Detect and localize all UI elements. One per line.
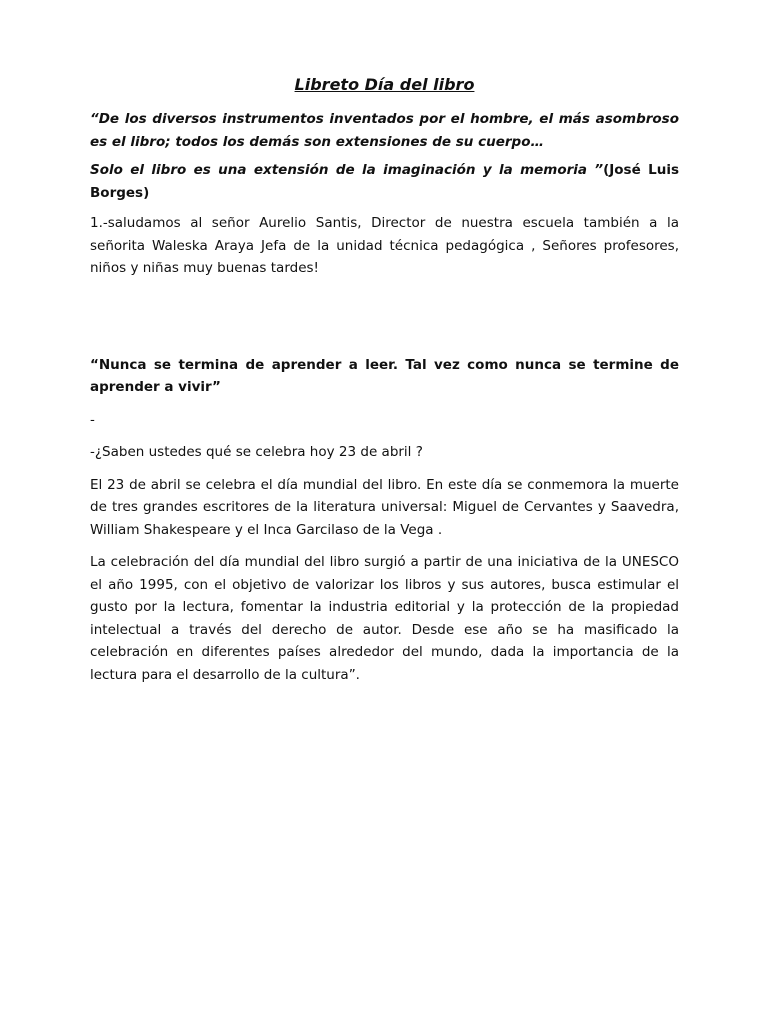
borges-quote-text: Solo el libro es una extensión de la imaginación y la memoria ” [90,162,604,178]
document-page [90,72,679,696]
borges-quote-part2 [90,159,679,204]
blank-space [90,280,679,354]
question-line: -¿Saben ustedes qué se celebra hoy 23 de abril ? [90,444,423,460]
borges-quote-part1: “De los diversos instrumentos inventados por el hombre, el más asombroso es el libro; todos los demás son extensiones de su cuerpo… [90,111,679,150]
nunca-quote: “Nunca se termina de aprender a leer. Tal vez como nunca se termine de aprender a vivir” [90,356,679,395]
document-title: Libreto Día del libro [294,75,475,94]
greeting-paragraph: 1.-saludamos al señor Aurelio Santis, Director de nuestra escuela también a la señorita Waleska Araya Jefa de la unidad técnica pedagógica , Señores profesores, niños y niñas muy buenas tardes! [90,215,679,276]
paragraph-unesco: La celebración del día mundial del libro surgió a partir de una iniciativa de la UNESCO el año 1995, con el objetivo de valorizar los libros y sus autores, busca estimular el gusto por la lectura, fomentar la industria editorial y la protección de la propiedad intelectual a través del derecho de autor. Desde ese año se ha masificado la celebración en diferentes países alrededor del mundo, dada la importancia de la lectura para el desarrollo de la cultura”. [90,554,679,683]
paragraph-world-book-day: El 23 de abril se celebra el día mundial del libro. En este día se conmemora la muerte de tres grandes escritores de la literatura universal: Miguel de Cervantes y Saavedra, William Shakespeare y el Inca Garcilaso de la Vega . [90,476,679,538]
dash-line: - [90,411,95,428]
borges-quote-author: (José Luis Borges) [90,162,679,201]
